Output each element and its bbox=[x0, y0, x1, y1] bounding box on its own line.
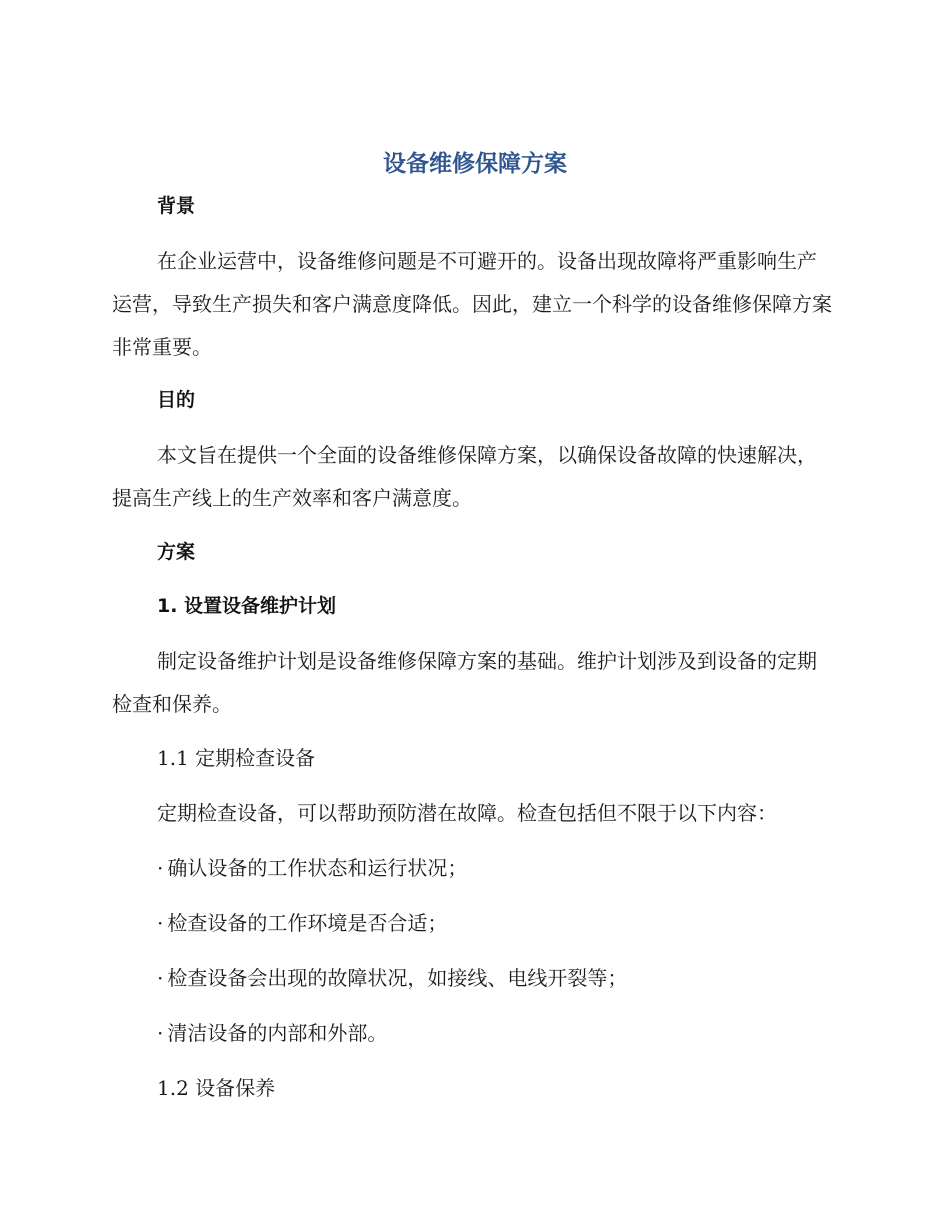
purpose-paragraph: 本文旨在提供一个全面的设备维修保障方案，以确保设备故障的快速解决，提高生产线上的生产效率和客户满意度。 bbox=[112, 443, 817, 510]
document-title: 设备维修保障方案 bbox=[383, 151, 567, 177]
item-heading-equipment-maintenance: 1.2 设备保养 bbox=[157, 1076, 276, 1100]
list-item-text: 清洁设备的内部和外部。 bbox=[167, 1021, 388, 1045]
section-heading-plan: 方案 bbox=[157, 541, 196, 563]
item-heading-periodic-inspection: 1.1 定期检查设备 bbox=[157, 746, 316, 770]
bullet-icon: · bbox=[157, 1021, 164, 1045]
bullet-icon: · bbox=[157, 856, 164, 880]
list-item-text: 检查设备会出现的故障状况，如接线、电线开裂等； bbox=[167, 966, 628, 990]
bullet-icon: · bbox=[157, 966, 164, 990]
list-item bbox=[157, 908, 447, 938]
section-heading-background: 背景 bbox=[157, 195, 196, 217]
list-item-text: 检查设备的工作环境是否合适； bbox=[167, 911, 448, 935]
subsection-heading-maintenance-plan: 1. 设置设备维护计划 bbox=[157, 595, 337, 617]
periodic-inspection-intro: 定期检查设备，可以帮助预防潜在故障。检查包括但不限于以下内容： bbox=[157, 801, 777, 825]
maintenance-plan-paragraph: 制定设备维护计划是设备维修保障方案的基础。维护计划涉及到设备的定期检查和保养。 bbox=[112, 649, 817, 716]
list-item-text: 确认设备的工作状态和运行状况； bbox=[167, 856, 468, 880]
bullet-icon: · bbox=[157, 911, 164, 935]
list-item bbox=[157, 963, 627, 993]
list-item bbox=[157, 1018, 387, 1048]
background-paragraph: 在企业运营中，设备维修问题是不可避开的。设备出现故障将严重影响生产运营，导致生产损失和客户满意度降低。因此，建立一个科学的设备维修保障方案非常重要。 bbox=[112, 249, 832, 359]
list-item bbox=[157, 853, 467, 883]
section-heading-purpose: 目的 bbox=[157, 389, 196, 411]
